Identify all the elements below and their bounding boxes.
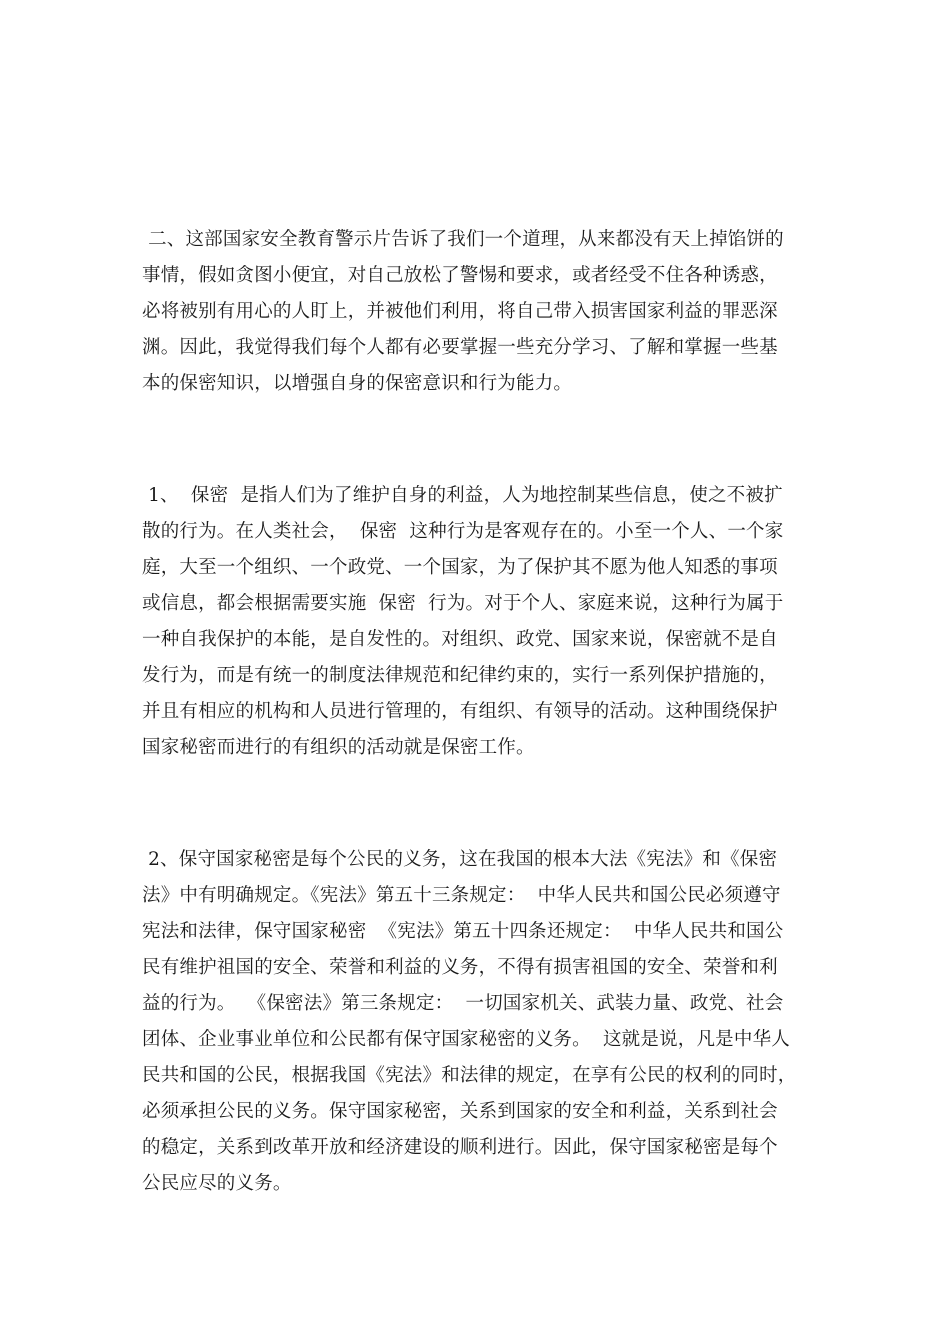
text-line: 益的行为。 《保密法》第三条规定： 一切国家机关、武装力量、政党、社会: [142, 993, 784, 1014]
text-line: 本的保密知识，以增强自身的保密意识和行为能力。: [142, 373, 573, 394]
text-line: 必须承担公民的义务。保守国家秘密，关系到国家的安全和利益，关系到社会: [142, 1101, 778, 1122]
text-line: 必将被别有用心的人盯上，并被他们利用，将自己带入损害国家利益的罪恶深: [142, 301, 778, 322]
text-line: 散的行为。在人类社会， 保密 这种行为是客观存在的。小至一个人、一个家: [142, 521, 784, 542]
text-line: 渊。因此，我觉得我们每个人都有必要掌握一些充分学习、了解和掌握一些基: [142, 337, 778, 358]
text-line: 宪法和法律，保守国家秘密 《宪法》第五十四条还规定： 中华人民共和国公: [142, 921, 784, 942]
text-line: 公民应尽的义务。: [142, 1173, 292, 1194]
text-line: 二、这部国家安全教育警示片告诉了我们一个道理，从来都没有天上掉馅饼的: [142, 229, 784, 250]
paragraph-two: [142, 222, 822, 402]
text-line: 并且有相应的机构和人员进行管理的，有组织、有领导的活动。这种围绕保护: [142, 701, 778, 722]
text-line: 发行为，而是有统一的制度法律规范和纪律约束的，实行一系列保护措施的，: [142, 665, 778, 686]
paragraph-item-2: [142, 842, 822, 1202]
text-line: 民有维护祖国的安全、荣誉和利益的义务，不得有损害祖国的安全、荣誉和利: [142, 957, 778, 978]
text-line: 法》中有明确规定。《宪法》第五十三条规定： 中华人民共和国公民必须遵守: [142, 885, 781, 906]
text-line: 庭，大至一个组织、一个政党、一个国家，为了保护其不愿为他人知悉的事项: [142, 557, 778, 578]
text-line: 或信息，都会根据需要实施 保密 行为。对于个人、家庭来说，这种行为属于: [142, 593, 784, 614]
text-line: 1、 保密 是指人们为了维护自身的利益，人为地控制某些信息，使之不被扩: [142, 485, 783, 506]
text-line: 事情，假如贪图小便宜，对自己放松了警惕和要求，或者经受不住各种诱惑，: [142, 265, 778, 286]
text-line: 国家秘密而进行的有组织的活动就是保密工作。: [142, 737, 535, 758]
text-line: 团体、企业事业单位和公民都有保守国家秘密的义务。 这就是说，凡是中华人: [142, 1029, 790, 1050]
text-line: 2、保守国家秘密是每个公民的义务，这在我国的根本大法《宪法》和《保密: [142, 849, 778, 870]
text-line: 的稳定，关系到改革开放和经济建设的顺利进行。因此，保守国家秘密是每个: [142, 1137, 778, 1158]
text-line: 一种自我保护的本能，是自发性的。对组织、政党、国家来说，保密就不是自: [142, 629, 778, 650]
paragraph-item-1: [142, 478, 822, 766]
text-line: 民共和国的公民，根据我国《宪法》和法律的规定，在享有公民的权利的同时，: [142, 1065, 797, 1086]
